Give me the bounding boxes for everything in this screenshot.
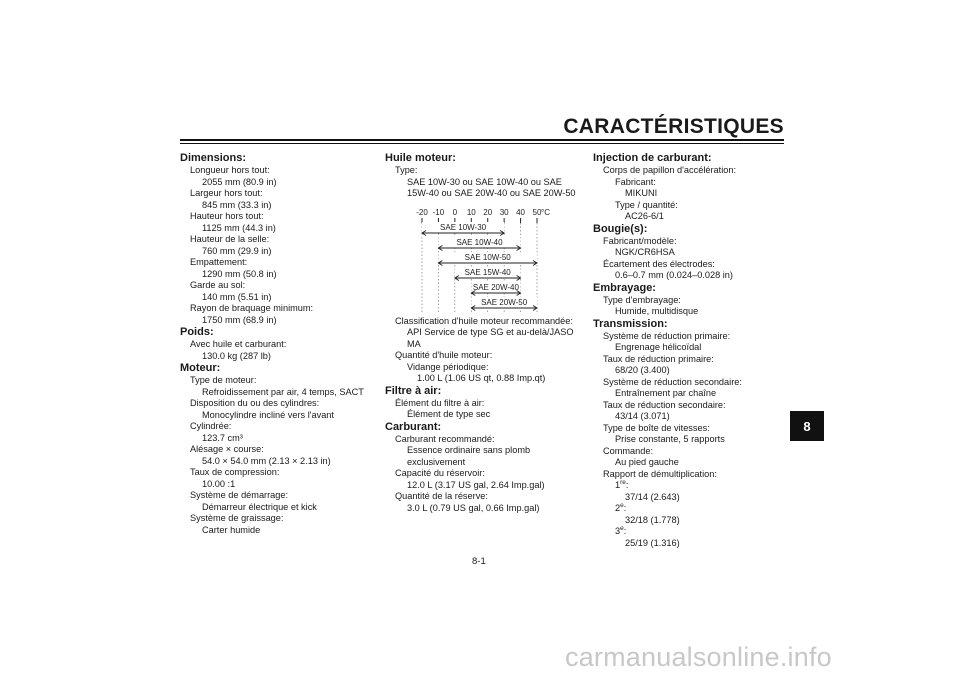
spec-value: 43/14 (3.071) bbox=[615, 411, 670, 421]
section-poids: Poids: bbox=[180, 326, 214, 338]
oil-viscosity-chart bbox=[385, 206, 585, 316]
spec-value: Humide, multidisque bbox=[615, 306, 699, 316]
spec-value: 25/19 (1.316) bbox=[625, 537, 680, 548]
spec-value: 10.00 :1 bbox=[202, 478, 236, 489]
section-dimensions: Dimensions: bbox=[180, 152, 247, 164]
spec-value: SAE 10W-30 ou SAE 10W-40 ou SAE bbox=[407, 176, 562, 187]
spec-label: Rapport de démultiplication: bbox=[603, 468, 717, 479]
spec-value: 1750 mm (68.9 in) bbox=[202, 314, 277, 325]
spec-label: Hauteur hors tout: bbox=[190, 211, 264, 221]
spec-label: Système de démarrage: bbox=[190, 490, 289, 500]
spec-value: 12.0 L (3.17 US gal, 2.64 Imp.gal) bbox=[407, 479, 545, 490]
gear-number: 1 bbox=[615, 480, 621, 490]
spec-label: Longueur hors tout: bbox=[190, 165, 270, 175]
oil-viscosity-svg bbox=[385, 206, 585, 316]
spec-value: API Service de type SG et au-delà/JASO bbox=[407, 327, 574, 337]
spec-value: Élément de type sec bbox=[407, 409, 491, 419]
gear-label: 1re: bbox=[615, 478, 629, 490]
spec-label: Carburant recommandé: bbox=[395, 433, 495, 444]
gear-number: 2 bbox=[615, 503, 621, 513]
spec-label: Commande: bbox=[603, 445, 654, 456]
tick-label: 20 bbox=[483, 207, 493, 217]
section-transmission: Transmission: bbox=[593, 317, 668, 330]
spec-value: 32/18 (1.778) bbox=[625, 514, 680, 525]
spec-value: MIKUNI bbox=[625, 188, 658, 198]
spec-value: 123.7 cm³ bbox=[202, 432, 243, 443]
spec-value: Essence ordinaire sans plomb bbox=[407, 445, 531, 455]
section-bougie: Bougie(s): bbox=[593, 222, 648, 235]
spec-label: Élément du filtre à air: bbox=[395, 397, 485, 408]
watermark: carmanualsonline.info bbox=[565, 642, 832, 672]
spec-label: Taux de compression: bbox=[190, 467, 280, 477]
spec-label: Type de moteur: bbox=[190, 375, 257, 385]
spec-label: Cylindrée: bbox=[190, 421, 232, 431]
spec-value: Prise constante, 5 rapports bbox=[615, 434, 725, 444]
gear-suffix: e bbox=[620, 501, 624, 509]
spec-label: Vidange périodique: bbox=[407, 361, 489, 372]
spec-value: 0.6–0.7 mm (0.024–0.028 in) bbox=[615, 270, 733, 280]
spec-value: 54.0 × 54.0 mm (2.13 × 2.13 in) bbox=[202, 455, 331, 466]
spec-value: 1290 mm (50.8 in) bbox=[202, 268, 277, 279]
spec-value: NGK/CR6HSA bbox=[615, 247, 675, 257]
spec-value: exclusivement bbox=[407, 456, 466, 467]
tick-label: 40 bbox=[516, 207, 526, 217]
spec-label: Fabricant: bbox=[615, 176, 656, 187]
spec-value: 3.0 L (0.79 US gal, 0.66 Imp.gal) bbox=[407, 502, 540, 513]
spec-label: Système de graissage: bbox=[190, 513, 284, 523]
header-rule bbox=[180, 139, 784, 141]
spec-label: Type de boîte de vitesses: bbox=[603, 422, 710, 433]
gear-label: 2e: bbox=[615, 501, 627, 513]
spec-label: Quantité de la réserve: bbox=[395, 491, 488, 501]
gear-number: 3 bbox=[615, 526, 621, 536]
tick-label: 50 bbox=[532, 207, 542, 217]
tick-label: 10 bbox=[466, 207, 476, 217]
spec-label: Capacité du réservoir: bbox=[395, 468, 485, 478]
header-rule-thin bbox=[180, 143, 784, 144]
spec-value: Au pied gauche bbox=[615, 457, 679, 467]
range-label: SAE 20W-50 bbox=[481, 297, 528, 307]
range-label: SAE 20W-40 bbox=[472, 282, 519, 292]
spec-value: 130.0 kg (287 lb) bbox=[202, 350, 271, 361]
spec-value: 68/20 (3.400) bbox=[615, 365, 670, 375]
section-moteur: Moteur: bbox=[180, 362, 221, 374]
spec-label: Système de réduction secondaire: bbox=[603, 376, 742, 387]
spec-value: 2055 mm (80.9 in) bbox=[202, 176, 277, 187]
spec-value: MA bbox=[407, 338, 421, 349]
spec-value: Refroidissement par air, 4 temps, SACT bbox=[202, 386, 364, 397]
gear-suffix: re bbox=[620, 478, 626, 486]
column-2 bbox=[385, 152, 585, 514]
spec-label: Alésage × course: bbox=[190, 444, 264, 454]
tick-label: -20 bbox=[416, 207, 428, 217]
section-huile: Huile moteur: bbox=[385, 152, 456, 164]
spec-label: Disposition du ou des cylindres: bbox=[190, 398, 320, 408]
spec-value: 140 mm (5.51 in) bbox=[202, 291, 272, 302]
spec-value: Monocylindre incliné vers l'avant bbox=[202, 409, 334, 420]
spec-value: 845 mm (33.3 in) bbox=[202, 199, 272, 210]
spec-label: Taux de réduction secondaire: bbox=[603, 399, 726, 410]
spec-value: 37/14 (2.643) bbox=[625, 491, 680, 502]
section-filtre: Filtre à air: bbox=[385, 384, 442, 397]
page-number: 8-1 bbox=[472, 556, 486, 567]
spec-label: Écartement des électrodes: bbox=[603, 258, 715, 269]
spec-label: Quantité d'huile moteur: bbox=[395, 350, 493, 360]
section-embrayage: Embrayage: bbox=[593, 281, 656, 294]
spec-label: Taux de réduction primaire: bbox=[603, 353, 714, 364]
chapter-tab[interactable]: 8 bbox=[790, 411, 824, 441]
spec-label: Hauteur de la selle: bbox=[190, 234, 270, 244]
column-1 bbox=[180, 152, 370, 536]
column-3 bbox=[593, 152, 783, 549]
range-label: SAE 10W-30 bbox=[440, 222, 487, 232]
spec-label: Système de réduction primaire: bbox=[603, 330, 731, 341]
section-carburant: Carburant: bbox=[385, 420, 442, 433]
gear-suffix: e bbox=[620, 524, 624, 532]
spec-value: 15W-40 ou SAE 20W-40 ou SAE 20W-50 bbox=[407, 188, 576, 198]
tick-label: 0 bbox=[452, 207, 458, 217]
spec-label: Fabricant/modèle: bbox=[603, 235, 677, 246]
spec-value: Carter humide bbox=[202, 524, 261, 535]
spec-label: Type: bbox=[395, 165, 418, 175]
range-label: SAE 10W-50 bbox=[464, 252, 511, 262]
spec-label: Type / quantité: bbox=[615, 199, 678, 210]
spec-label: Garde au sol: bbox=[190, 280, 246, 290]
spec-label: Empattement: bbox=[190, 257, 248, 267]
spec-value: 1.00 L (1.06 US qt, 0.88 Imp.qt) bbox=[417, 373, 546, 383]
spec-value: Entraînement par chaîne bbox=[615, 388, 717, 398]
tick-label: -10 bbox=[432, 207, 445, 217]
spec-label: Largeur hors tout: bbox=[190, 188, 263, 198]
spec-value: 1125 mm (44.3 in) bbox=[202, 222, 276, 233]
page-title: CARACTÉRISTIQUES bbox=[563, 115, 784, 138]
tick-label: 30 bbox=[499, 207, 509, 217]
gear-label: 3e: bbox=[615, 524, 627, 536]
spec-label: Corps de papillon d'accélération: bbox=[603, 165, 737, 175]
spec-value: Engrenage hélicoïdal bbox=[615, 342, 702, 352]
range-label: SAE 10W-40 bbox=[456, 237, 503, 247]
unit-label: °C bbox=[541, 207, 550, 217]
spec-value: Démarreur électrique et kick bbox=[202, 501, 317, 512]
range-label: SAE 15W-40 bbox=[464, 267, 511, 277]
section-injection: Injection de carburant: bbox=[593, 152, 712, 164]
spec-label: Type d'embrayage: bbox=[603, 294, 681, 305]
spec-label: Avec huile et carburant: bbox=[190, 339, 287, 349]
spec-label: Rayon de braquage minimum: bbox=[190, 303, 314, 313]
spec-label: Classification d'huile moteur recommandée: bbox=[395, 315, 573, 326]
spec-value: 760 mm (29.9 in) bbox=[202, 245, 272, 256]
spec-value: AC26-6/1 bbox=[625, 211, 664, 221]
